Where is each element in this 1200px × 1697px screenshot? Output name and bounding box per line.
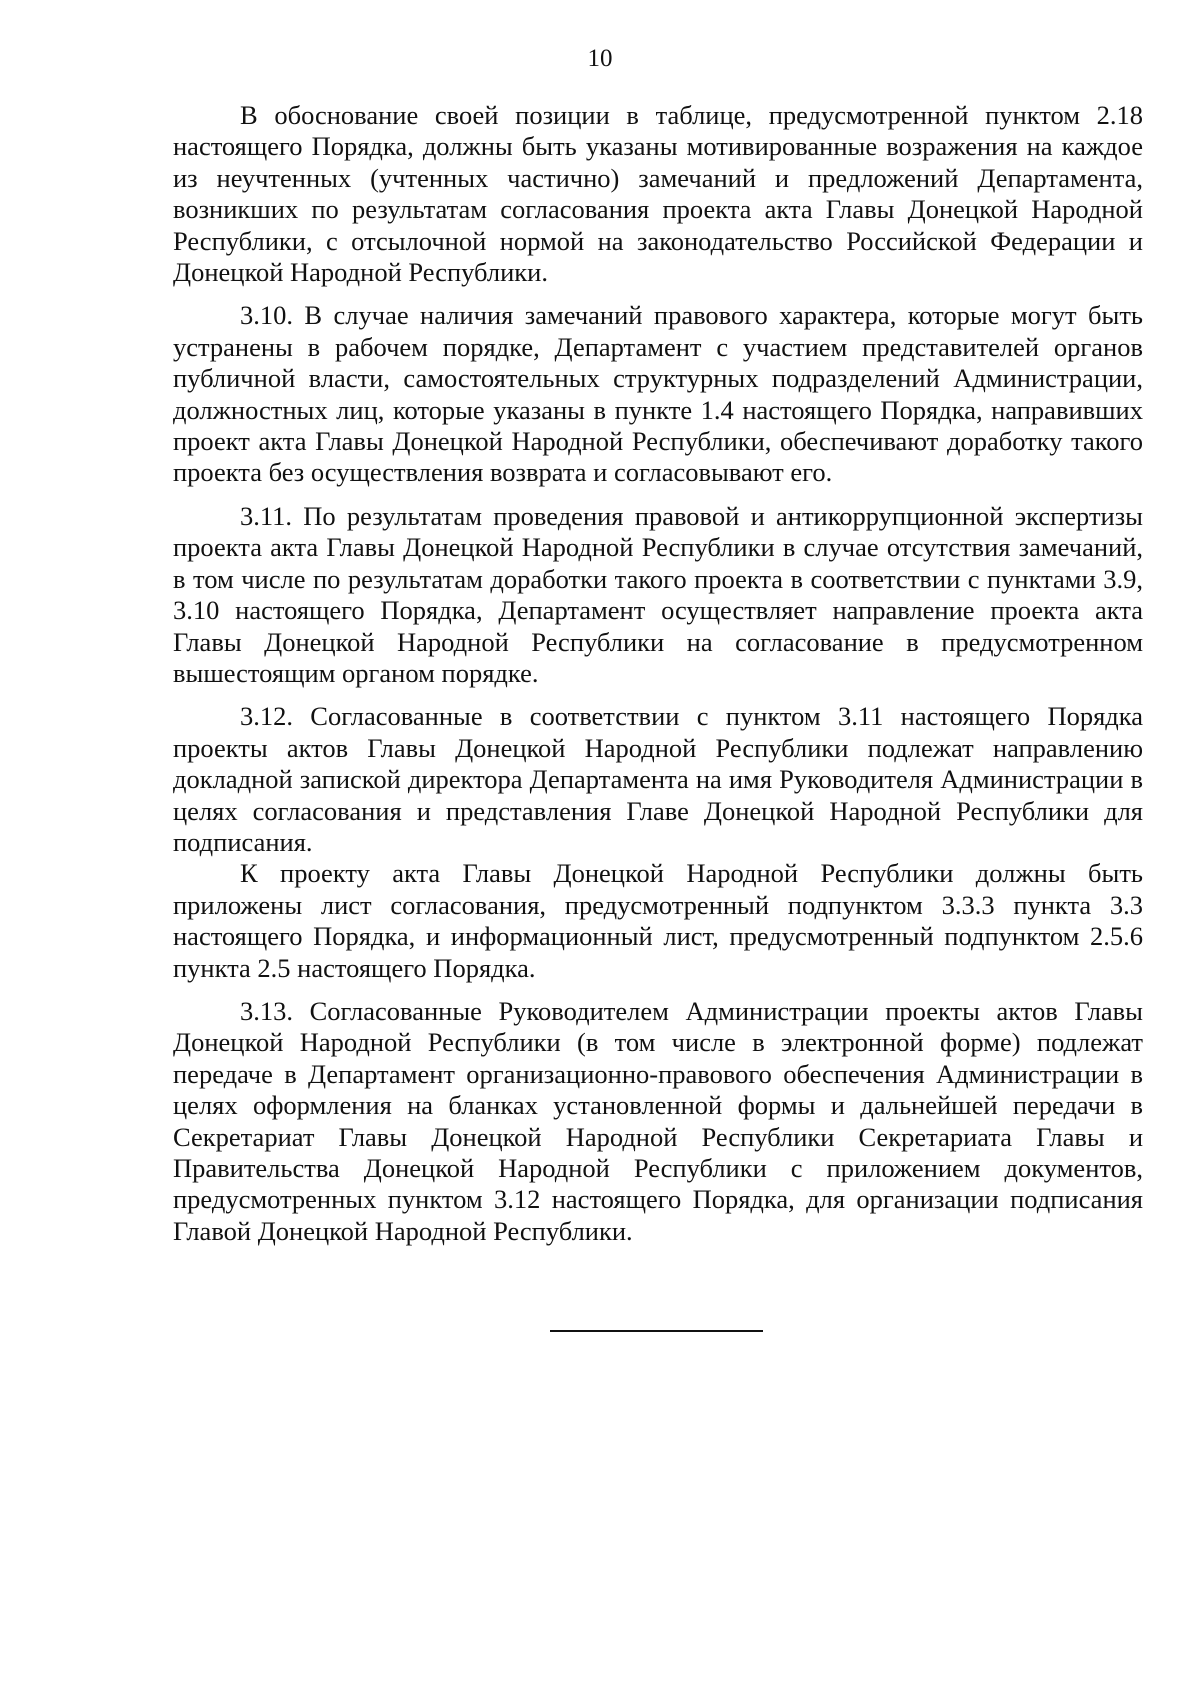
paragraph-3-12: 3.12. Согласованные в соответствии с пунктом 3.11 настоящего Порядка проекты актов Главы Донецкой Народной Республики подлежат направлению докладной запиской директора Департамента на имя Руководителя Администрации в целях согласования и представления Главе Донецкой Народной Республики для подписания. — [173, 701, 1143, 857]
paragraph-3-13: 3.13. Согласованные Руководителем Администрации проекты актов Главы Донецкой Народной Республики (в том числе в электронной форме) подлежат передаче в Департамент организационно-правового обеспечения Администрации в целях оформления на бланках установленной формы и дальнейшей передачи в Секретариат Главы Донецкой Народной Республики Секретариата Главы и Правительства Донецкой Народной Республики с приложением документов, предусмотренных пунктом 3.12 настоящего Порядка, для организации подписания Главой Донецкой Народной Республики. — [173, 995, 1143, 1246]
paragraph-3-10: 3.10. В случае наличия замечаний правового характера, которые могут быть устранены в рабочем порядке, Департамент с участием представителей органов публичной власти, самостоятельных структурных подразделений Администрации, должностных лиц, которые указаны в пункте 1.4 настоящего Порядка, направивших проект акта Главы Донецкой Народной Республики, обеспечивают доработку такого проекта без осуществления возврата и согласовывают его. — [173, 300, 1143, 488]
end-of-document-rule — [550, 1330, 763, 1332]
paragraph-3-12-attachments: К проекту акта Главы Донецкой Народной Республики должны быть приложены лист согласования, предусмотренный подпунктом 3.3.3 пункта 3.3 настоящего Порядка, и информационный лист, предусмотренный подпунктом 2.5.6 пункта 2.5 настоящего Порядка. — [173, 858, 1143, 983]
paragraph-justification: В обоснование своей позиции в таблице, предусмотренной пунктом 2.18 настоящего Порядка, должны быть указаны мотивированные возражения на каждое из неучтенных (учтенных частично) замечаний и предложений Департамента, возникших по результатам согласования проекта акта Главы Донецкой Народной Республики, с отсылочной нормой на законодательство Российской Федерации и Донецкой Народной Республики. — [173, 100, 1143, 288]
document-body — [173, 100, 1143, 1247]
page-number: 10 — [587, 45, 613, 72]
paragraph-3-11: 3.11. По результатам проведения правовой и антикоррупционной экспертизы проекта акта Главы Донецкой Народной Республики в случае отсутствия замечаний, в том числе по результатам доработки такого проекта в соответствии с пунктами 3.9, 3.10 настоящего Порядка, Департамент осуществляет направление проекта акта Главы Донецкой Народной Республики на согласование в предусмотренном вышестоящим органом порядке. — [173, 500, 1143, 688]
